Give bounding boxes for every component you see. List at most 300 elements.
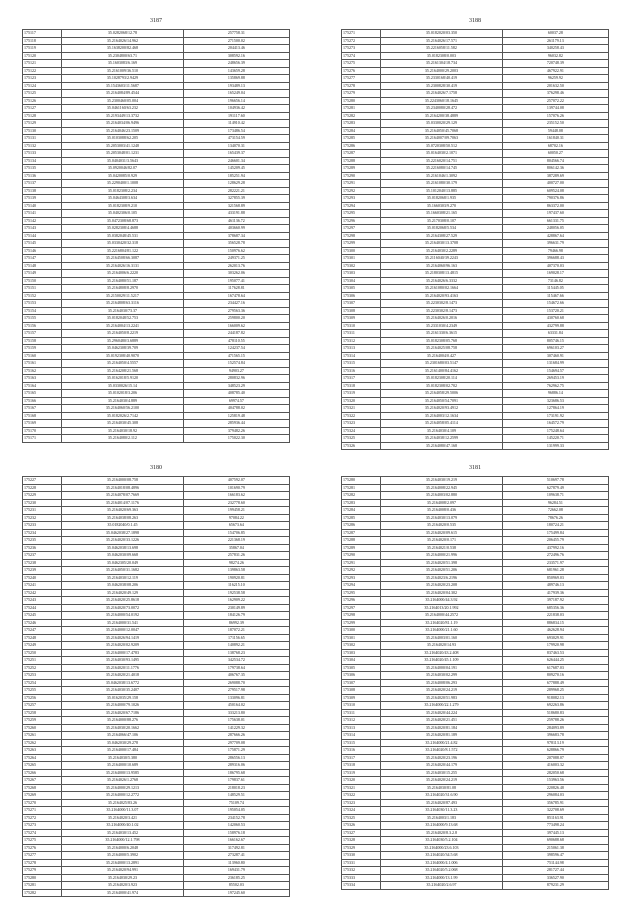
table-row xyxy=(342,420,609,428)
value-cell: 179738.64 xyxy=(183,664,289,672)
id-cell: 175323 xyxy=(342,799,381,807)
id-cell: 175271 xyxy=(23,807,62,815)
id-cell: 175144 xyxy=(23,232,62,240)
id-cell: 175281 xyxy=(342,105,381,113)
coordinate-cell: 35.2164030/4.889 xyxy=(62,397,184,405)
coordinate-cell: 35.2216058/11.582 xyxy=(381,45,503,53)
panel-title: 3181 xyxy=(469,465,481,471)
table-row xyxy=(342,754,609,762)
id-cell: 175168 xyxy=(23,412,62,420)
value-cell: 197245.60 xyxy=(183,889,289,897)
table-row xyxy=(23,217,290,225)
id-cell: 175236 xyxy=(23,544,62,552)
id-cell: 175285 xyxy=(342,514,381,522)
coordinate-cell: 35.2164030/18.92 xyxy=(62,427,184,435)
table-row xyxy=(23,112,290,120)
coordinate-cell: 35.2164003/1.183 xyxy=(381,814,503,822)
value-cell: 131999.33 xyxy=(502,442,608,450)
value-cell: 158976.18 xyxy=(183,829,289,837)
value-cell: 221838.03 xyxy=(502,612,608,620)
id-cell: 175309 xyxy=(342,315,381,323)
id-cell: 175249 xyxy=(23,642,62,650)
coordinate-cell: 35.2164030/73.37 xyxy=(62,307,184,315)
value-cell: 279563.36 xyxy=(183,307,289,315)
coordinate-cell: 35.2164020/73.0072 xyxy=(62,604,184,612)
coordinate-cell: 35.2164208/21.568 xyxy=(62,367,184,375)
coordinate-cell: 35.2164020/8.3.2.8 xyxy=(381,829,503,837)
coordinate-cell: 35.2164000/11.3.07 xyxy=(62,807,184,815)
table-row xyxy=(23,285,290,293)
id-cell: 175279 xyxy=(342,90,381,98)
value-cell: 186795.68 xyxy=(183,769,289,777)
coordinate-cell: 35.2164020/51.983 xyxy=(381,694,503,702)
table-row xyxy=(23,522,290,530)
id-cell: 175127 xyxy=(23,105,62,113)
coordinate-cell: 35.2164308/27.529 xyxy=(381,232,503,240)
table-row xyxy=(342,522,609,530)
id-cell: 175136 xyxy=(23,172,62,180)
table-row xyxy=(342,484,609,492)
id-cell: 175246 xyxy=(23,619,62,627)
id-cell: 175134 xyxy=(23,157,62,165)
coordinate-cell: 35.2164000/5.3902 xyxy=(62,852,184,860)
id-cell: 175306 xyxy=(342,292,381,300)
value-cell: 462628.94 xyxy=(502,627,608,635)
table-row xyxy=(23,852,290,860)
value-cell: 379482.26 xyxy=(183,427,289,435)
table-row xyxy=(342,567,609,575)
value-cell: 236185.25 xyxy=(183,874,289,882)
id-cell: 175268 xyxy=(23,784,62,792)
table-row xyxy=(342,225,609,233)
id-cell: 175329 xyxy=(342,844,381,852)
id-cell: 175151 xyxy=(23,285,62,293)
id-cell: 175274 xyxy=(23,829,62,837)
coordinate-cell: 35.2164038/12.2599 xyxy=(381,435,503,443)
value-cell: 437992.16 xyxy=(502,544,608,552)
table-row xyxy=(23,165,290,173)
value-cell: 272496.76 xyxy=(502,552,608,560)
coordinate-cell: 35.2164060/56.2100 xyxy=(62,405,184,413)
table-row xyxy=(23,589,290,597)
value-cell: 863372.00 xyxy=(502,202,608,210)
coordinate-cell: 35.2164508/66.3087 xyxy=(62,255,184,263)
panel-title: 3188 xyxy=(469,18,481,24)
id-cell: 175311 xyxy=(342,709,381,717)
coordinate-cell: 35.0472308/68.873 xyxy=(62,217,184,225)
id-cell: 175310 xyxy=(342,322,381,330)
value-cell: 398596.47 xyxy=(502,852,608,860)
table-row xyxy=(342,135,609,143)
id-cell: 175292 xyxy=(342,187,381,195)
coordinate-cell: 35.2164020/14.93 xyxy=(381,642,503,650)
id-cell: 175326 xyxy=(342,442,381,450)
table-row xyxy=(23,337,290,345)
id-cell: 175294 xyxy=(342,582,381,590)
table-row xyxy=(23,642,290,650)
table-row xyxy=(342,52,609,60)
value-cell: 327855.39 xyxy=(183,195,289,203)
coordinate-cell: 35.2164020/87.493 xyxy=(381,799,503,807)
value-cell: 259788.26 xyxy=(502,717,608,725)
table-row xyxy=(342,157,609,165)
table-row xyxy=(342,642,609,650)
value-cell: 692263.86 xyxy=(502,702,608,710)
table-row xyxy=(342,367,609,375)
coordinate-cell: 35.2164004/13.2241 xyxy=(62,322,184,330)
table-row xyxy=(342,90,609,98)
value-cell: 378687.34 xyxy=(183,232,289,240)
id-cell: 175291 xyxy=(342,559,381,567)
id-cell: 175283 xyxy=(342,499,381,507)
coordinate-cell: 35.2164080/2.112 xyxy=(62,435,184,443)
id-cell: 175255 xyxy=(23,687,62,695)
coordinate-cell: 35.2150029/11.5217 xyxy=(62,292,184,300)
id-cell: 175154 xyxy=(23,307,62,315)
id-cell: 175142 xyxy=(23,217,62,225)
value-cell: 190920.81 xyxy=(183,574,289,582)
coordinate-cell: 35.2164008/22.945 xyxy=(381,484,503,492)
value-cell: 396631.79 xyxy=(502,240,608,248)
coordinate-cell: 35.2243060/18.1645 xyxy=(381,97,503,105)
id-cell: 175293 xyxy=(342,195,381,203)
id-cell: 175241 xyxy=(23,582,62,590)
table-row xyxy=(342,202,609,210)
value-cell: 886834.15 xyxy=(502,619,608,627)
value-cell: 805746.15 xyxy=(502,337,608,345)
table-row xyxy=(342,544,609,552)
coordinate-cell: 35.2164020/02.9209 xyxy=(62,642,184,650)
id-cell: 175275 xyxy=(342,60,381,68)
table-row xyxy=(23,799,290,807)
id-cell: 175251 xyxy=(23,657,62,665)
id-cell: 175123 xyxy=(23,75,62,83)
table-row xyxy=(23,514,290,522)
value-cell: 169431.79 xyxy=(183,867,289,875)
value-cell: 148529.51 xyxy=(183,792,289,800)
id-cell: 175317 xyxy=(342,754,381,762)
table-row xyxy=(23,777,290,785)
coordinate-cell: 35.2164025/83.26 xyxy=(62,799,184,807)
coordinate-cell: 35.2331030/4.2349 xyxy=(381,322,503,330)
table-row xyxy=(23,277,290,285)
id-cell: 175319 xyxy=(342,390,381,398)
table-row xyxy=(23,814,290,822)
table-row xyxy=(23,679,290,687)
coordinate-cell: 35.2164018/08.4896 xyxy=(62,484,184,492)
coordinate-cell: 35.2164020/24.219 xyxy=(381,777,503,785)
id-cell: 175125 xyxy=(23,90,62,98)
value-cell: 197437.60 xyxy=(502,210,608,218)
table-row xyxy=(342,45,609,53)
id-cell: 175280 xyxy=(23,874,62,882)
table-row xyxy=(23,784,290,792)
table-row xyxy=(23,255,290,263)
coordinate-cell: 35.0182040/0.1.45 xyxy=(62,522,184,530)
coordinate-cell: 35.2164003/12.1634 xyxy=(381,412,503,420)
table-row xyxy=(342,210,609,218)
value-cell: 104936.42 xyxy=(183,105,289,113)
table-row xyxy=(23,859,290,867)
coordinate-cell: 35.2164000/23.6.103 xyxy=(381,844,503,852)
table-row xyxy=(23,529,290,537)
id-cell: 175240 xyxy=(23,574,62,582)
id-cell: 175126 xyxy=(23,97,62,105)
coordinate-cell: 35.0182308/9.210 xyxy=(62,202,184,210)
table-row xyxy=(23,484,290,492)
coordinate-cell: 35.0182068/1.935 xyxy=(381,195,503,203)
coordinate-cell: 35.1660303/9.270 xyxy=(381,202,503,210)
coordinate-cell: 35.0462305/20.049 xyxy=(62,559,184,567)
coordinate-cell: 35.2164020/51.398 xyxy=(381,559,503,567)
table-row xyxy=(342,477,609,485)
value-cell: 407370.03 xyxy=(502,262,608,270)
coordinate-cell: 35.2164021/0.538 xyxy=(381,544,503,552)
table-row xyxy=(342,315,609,323)
coordinate-cell: 35.2164026/17.571 xyxy=(381,37,503,45)
value-cell: 162909.22 xyxy=(183,597,289,605)
id-cell: 175290 xyxy=(342,552,381,560)
table-row xyxy=(23,499,290,507)
id-cell: 175234 xyxy=(23,529,62,537)
id-cell: 175233 xyxy=(23,522,62,530)
value-cell: 60037.28 xyxy=(502,30,608,38)
coordinate-cell: 35.0162018/5.9120 xyxy=(62,375,184,383)
table-row xyxy=(342,679,609,687)
id-cell: 175269 xyxy=(23,792,62,800)
id-cell: 175247 xyxy=(23,627,62,635)
id-cell: 175158 xyxy=(23,337,62,345)
value-cell: 430760.68 xyxy=(502,315,608,323)
coordinate-cell: 35.2164030/15.255 xyxy=(381,769,503,777)
value-cell: 185251.94 xyxy=(183,172,289,180)
table-row xyxy=(23,492,290,500)
id-cell: 175299 xyxy=(342,240,381,248)
value-cell: 124237.54 xyxy=(183,345,289,353)
coordinate-cell: 35.2164000/04.191 xyxy=(381,664,503,672)
id-cell: 175307 xyxy=(342,300,381,308)
table-row xyxy=(342,537,609,545)
id-cell: 175330 xyxy=(342,852,381,860)
table-row xyxy=(23,120,290,128)
id-cell: 175228 xyxy=(23,484,62,492)
value-cell: 154672.66 xyxy=(502,300,608,308)
value-cell: 262013.76 xyxy=(183,262,289,270)
id-cell: 175334 xyxy=(342,882,381,890)
coordinate-cell: 35.2304800/63.71 xyxy=(62,52,184,60)
value-cell: 279517.98 xyxy=(183,687,289,695)
table-row xyxy=(23,180,290,188)
id-cell: 175166 xyxy=(23,397,62,405)
table-row xyxy=(342,322,609,330)
id-cell: 175321 xyxy=(342,405,381,413)
id-cell: 175284 xyxy=(342,507,381,515)
table-row xyxy=(342,844,609,852)
value-cell: 257831.26 xyxy=(183,552,289,560)
table-row xyxy=(23,195,290,203)
value-cell: 169028.17 xyxy=(502,270,608,278)
id-cell: 175312 xyxy=(342,337,381,345)
id-cell: 175252 xyxy=(23,664,62,672)
coordinate-cell: 35.2164008/2.097 xyxy=(381,499,503,507)
table-row xyxy=(342,499,609,507)
value-cell: 109638.71 xyxy=(502,492,608,500)
table-row xyxy=(23,544,290,552)
coordinate-cell: 35.2164000/44.2572 xyxy=(381,612,503,620)
coordinate-cell: 35.2164025/08.758 xyxy=(381,345,503,353)
coordinate-cell: 35.2164000/54.0192 xyxy=(62,612,184,620)
table-row xyxy=(342,435,609,443)
coordinate-cell: 35.1660308/21.165 xyxy=(381,210,503,218)
coordinate-cell: 35.2164000/40.1.02 xyxy=(62,822,184,830)
id-cell: 175244 xyxy=(23,604,62,612)
table-row xyxy=(342,240,609,248)
table-row xyxy=(23,709,290,717)
id-cell: 175230 xyxy=(23,499,62,507)
coordinate-cell: 35.0182308/0.003 xyxy=(381,52,503,60)
table-row xyxy=(23,619,290,627)
id-cell: 175232 xyxy=(23,514,62,522)
id-cell: 175278 xyxy=(23,859,62,867)
coordinate-cell: 35.0164030/2.1071 xyxy=(381,150,503,158)
id-cell: 175140 xyxy=(23,202,62,210)
table-row xyxy=(23,142,290,150)
coordinate-cell: 35.2164050/31.1682 xyxy=(62,567,184,575)
table-row xyxy=(342,277,609,285)
table-row xyxy=(23,874,290,882)
table-row xyxy=(23,769,290,777)
table-row xyxy=(342,574,609,582)
table-row xyxy=(23,844,290,852)
table-row xyxy=(23,427,290,435)
value-cell: 321568.89 xyxy=(183,202,289,210)
value-cell: 166009.62 xyxy=(183,322,289,330)
id-cell: 175273 xyxy=(23,822,62,830)
coordinate-cell: 35.0462308/39.709 xyxy=(62,345,184,353)
id-cell: 175309 xyxy=(342,694,381,702)
coordinate-cell: 35.2164020/11.1776 xyxy=(62,664,184,672)
table-row xyxy=(23,300,290,308)
table-row xyxy=(342,694,609,702)
coordinate-cell: 35.2164030/19.219 xyxy=(381,477,503,485)
table-row xyxy=(23,367,290,375)
coordinate-cell: 35.0720308/50.512 xyxy=(381,142,503,150)
table-row xyxy=(342,837,609,845)
value-cell: 234152.78 xyxy=(183,814,289,822)
id-cell: 175277 xyxy=(342,75,381,83)
value-cell: 336527.90 xyxy=(502,874,608,882)
table-row xyxy=(23,90,290,98)
coordinate-cell: 35.0182026/2.7142 xyxy=(62,412,184,420)
id-cell: 175267 xyxy=(23,777,62,785)
id-cell: 175275 xyxy=(23,837,62,845)
id-cell: 175303 xyxy=(342,270,381,278)
value-cell: 68702.16 xyxy=(502,142,608,150)
id-cell: 175150 xyxy=(23,277,62,285)
id-cell: 175256 xyxy=(23,694,62,702)
value-cell: 117628.81 xyxy=(183,285,289,293)
coordinate-cell: 35.2164030/02.299 xyxy=(381,672,503,680)
coordinate-cell: 35.2164020/43.2.408 xyxy=(381,649,503,657)
coordinate-cell: 35.2161400/84.4162 xyxy=(381,367,503,375)
value-cell: 248656.39 xyxy=(183,60,289,68)
coordinate-cell: 35.2164000/6.2048 xyxy=(62,844,184,852)
id-cell: 175117 xyxy=(23,30,62,38)
table-row xyxy=(342,120,609,128)
coordinate-cell: 35.0182308/20.114 xyxy=(381,375,503,383)
coordinate-cell: 35.2330168/40.419 xyxy=(381,75,503,83)
coordinate-cell: 35.2164020/23.208 xyxy=(381,582,503,590)
table-row xyxy=(23,382,290,390)
value-cell: 244187.82 xyxy=(183,330,289,338)
value-cell: 78676.26 xyxy=(502,514,608,522)
table-row xyxy=(342,702,609,710)
value-cell: 249371.25 xyxy=(183,255,289,263)
table-row xyxy=(342,30,609,38)
table-row xyxy=(23,30,290,38)
table-row xyxy=(342,867,609,875)
id-cell: 175280 xyxy=(342,97,381,105)
table-row xyxy=(342,597,609,605)
value-cell: 187072.21 xyxy=(183,627,289,635)
value-cell: 131684.99 xyxy=(502,360,608,368)
table-row xyxy=(23,412,290,420)
value-cell: 762962.75 xyxy=(502,382,608,390)
id-cell: 175273 xyxy=(342,45,381,53)
value-cell: 60050.27 xyxy=(502,150,608,158)
table-row xyxy=(342,672,609,680)
value-cell: 396688.43 xyxy=(502,255,608,263)
table-panel-top-right xyxy=(341,17,609,448)
value-cell: 150976.62 xyxy=(183,247,289,255)
data-table xyxy=(22,29,290,443)
table-row xyxy=(342,769,609,777)
value-cell: 199458.21 xyxy=(183,507,289,515)
table-row xyxy=(342,60,609,68)
value-cell: 230149.89 xyxy=(183,604,289,612)
id-cell: 175307 xyxy=(342,679,381,687)
table-row xyxy=(23,82,290,90)
value-cell: 154706.85 xyxy=(183,529,289,537)
table-row xyxy=(23,739,290,747)
id-cell: 175302 xyxy=(342,262,381,270)
coordinate-cell: 35.2161080/30.179 xyxy=(381,180,503,188)
table-row xyxy=(342,634,609,642)
coordinate-cell: 35.2164080/47.168 xyxy=(381,442,503,450)
coordinate-cell: 35.0182308/2.234 xyxy=(62,187,184,195)
table-row xyxy=(23,627,290,635)
id-cell: 175242 xyxy=(23,589,62,597)
id-cell: 175138 xyxy=(23,187,62,195)
value-cell: 195077.41 xyxy=(183,277,289,285)
value-cell: 166162.67 xyxy=(183,837,289,845)
value-cell: 142060.53 xyxy=(183,822,289,830)
coordinate-cell: 35.0462038/08.206 xyxy=(62,582,184,590)
coordinate-cell: 35.2164000/21.996 xyxy=(381,552,503,560)
coordinate-cell: 35.2164008/06.293 xyxy=(381,679,503,687)
value-cell: 195054.05 xyxy=(183,807,289,815)
coordinate-cell: 35.2116040/39.2243 xyxy=(381,255,503,263)
table-row xyxy=(23,375,290,383)
id-cell: 175130 xyxy=(23,127,62,135)
id-cell: 175333 xyxy=(342,874,381,882)
table-row xyxy=(342,514,609,522)
coordinate-cell: 35.2164020/8.1.572 xyxy=(381,747,503,755)
value-cell: 280832.96 xyxy=(183,375,289,383)
coordinate-cell: 35.2161304/18.734 xyxy=(381,60,503,68)
coordinate-cell: 35.2164020/93.4912 xyxy=(381,405,503,413)
table-row xyxy=(342,874,609,882)
